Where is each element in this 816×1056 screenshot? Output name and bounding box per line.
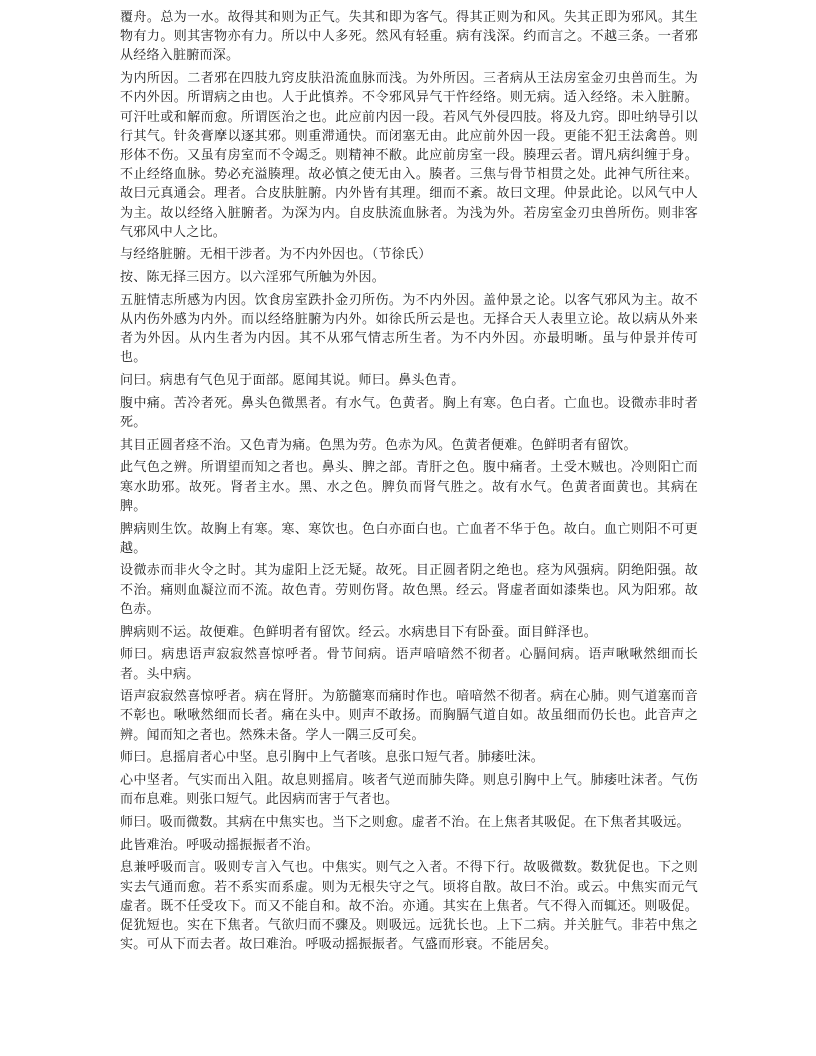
paragraph-10: 脾病则生饮。故胸上有寒。寒、寒饮也。色白亦面白也。亡血者不华于色。故白。血亡则阳不可更越。: [120, 521, 698, 556]
paragraph-5: 五脏情志所感为内因。饮食房室跌扑金刃所伤。为不内外因。盖仲景之论。以客气邪风为主。故不从内伤外感为内外。而以经络脏腑为内外。如徐氏所云是也。无择合天人表里立论。故以病从外来者为外因。从内生者为内因。其不从邪气情志所生者。为不内外因。亦最明晰。虽与仲景并传可也。: [120, 292, 698, 366]
paragraph-14: 语声寂寂然喜惊呼者。病在肾肝。为筋髓寒而痛时作也。喑喑然不彻者。病在心肺。则气道塞而音不彰也。啾啾然细而长者。痛在头中。则声不敢扬。而胸膈气道自如。故虽细而仍长也。此音声之辨。闻而知之者也。然殊未备。学人一隅三反可矣。: [120, 689, 698, 743]
paragraph-16: 心中坚者。气实而出入阻。故息则摇肩。咳者气逆而肺失降。则息引胸中上气。肺痿吐沫者。气伤而布息难。则张口短气。此因病而害于气者也。: [120, 773, 698, 808]
paragraph-1: 覆舟。总为一水。故得其和则为正气。失其和即为客气。得其正则为和风。失其正即为邪风。其生物有力。则其害物亦有力。所以中人多死。然风有轻重。病有浅深。约而言之。不越三条。一者邪从经络入脏腑而深。: [120, 10, 698, 64]
paragraph-6: 问曰。病患有气色见于面部。愿闻其说。师曰。鼻头色青。: [120, 373, 465, 389]
paragraph-3: 与经络脏腑。无相干涉者。为不内外因也。（节徐氏）: [120, 247, 432, 263]
paragraph-2: 为内所因。二者邪在四肢九窍皮肤沿流血脉而浅。为外所因。三者病从王法房室金刃虫兽而生。为不内外因。所谓病之由也。人于此慎养。不令邪风异气干忤经络。则无病。适入经络。未入脏腑。可汗吐或和解而愈。所谓医治之也。此应前内因一段。若风气外侵四肢。将及九窍。即吐纳导引以行其气。针灸膏摩以逐其邪。则重滞通快。而闭塞无由。此应前外因一段。更能不犯王法禽兽。则形体不伤。又虽有房室而不令竭乏。则精神不敝。此应前房室一段。腠理云者。谓凡病纠缠于身。不止经络血脉。势必充溢腠理。故必慎之使无由入。腠者。三焦与骨节相贯之处。此神气所往来。故曰元真通会。理者。合皮肤脏腑。内外皆有其理。细而不紊。故曰文理。仲景此论。以风气中人为主。故以经络入脏腑者。为深为内。自皮肤流血脉者。为浅为外。若房室金刃虫兽所伤。则非客气邪风中人之比。: [120, 71, 698, 240]
paragraph-12: 脾病则不运。故便难。色鲜明者有留饮。经云。水病患目下有卧蚕。面目鲜泽也。: [120, 624, 598, 640]
paragraph-4: 按、陈无择三因方。以六淫邪气所触为外因。: [120, 270, 386, 286]
paragraph-17: 师曰。吸而微数。其病在中焦实也。当下之则愈。虚者不治。在上焦者其吸促。在下焦者其吸远。: [120, 814, 690, 830]
paragraph-8: 其目正圆者痉不治。又色青为痛。色黑为劳。色赤为风。色黄者便难。色鲜明者有留饮。: [120, 437, 637, 453]
paragraph-19: 息兼呼吸而言。吸则专言入气也。中焦实。则气之入者。不得下行。故吸微数。数犹促也。下之则实去气通而愈。若不系实而系虚。则为无根失守之气。顷将自散。故曰不治。或云。中焦实而元气虚者。既不任受攻下。而又不能自和。故不治。亦通。其实在上焦者。气不得入而辄还。则吸促。促犹短也。实在下焦者。气欲归而不骤及。则吸远。远犹长也。上下二病。并关脏气。非若中焦之实。可从下而去者。故曰难治。呼吸动摇振振者。气盛而形衰。不能居矣。: [120, 860, 698, 953]
paragraph-13: 师曰。病患语声寂寂然喜惊呼者。骨节间病。语声喑喑然不彻者。心膈间病。语声啾啾然细而长者。头中病。: [120, 647, 698, 682]
paragraph-15: 师曰。息摇肩者心中坚。息引胸中上气者咳。息张口短气者。肺痿吐沫。: [120, 750, 545, 766]
paragraph-11: 设微赤而非火令之时。其为虚阳上泛无疑。故死。目正圆者阴之绝也。痉为风强病。阴绝阳强。故不治。痛则血凝泣而不流。故色青。劳则伤肾。故色黑。经云。肾虚者面如漆柴也。风为阳邪。故色赤。: [120, 563, 698, 617]
paragraph-7: 腹中痛。苦冷者死。鼻头色微黑者。有水气。色黄者。胸上有寒。色白者。亡血也。设微赤非时者死。: [120, 395, 698, 431]
paragraph-9: 此气色之辨。所谓望而知之者也。鼻头、脾之部。青肝之色。腹中痛者。土受木贼也。冷则阳亡而寒水助邪。故死。肾者主水。黑、水之色。脾负而肾气胜之。故有水气。色黄者面黄也。其病在脾。: [120, 460, 698, 514]
paragraph-18: 此皆难治。呼吸动摇振振者不治。: [120, 837, 319, 853]
